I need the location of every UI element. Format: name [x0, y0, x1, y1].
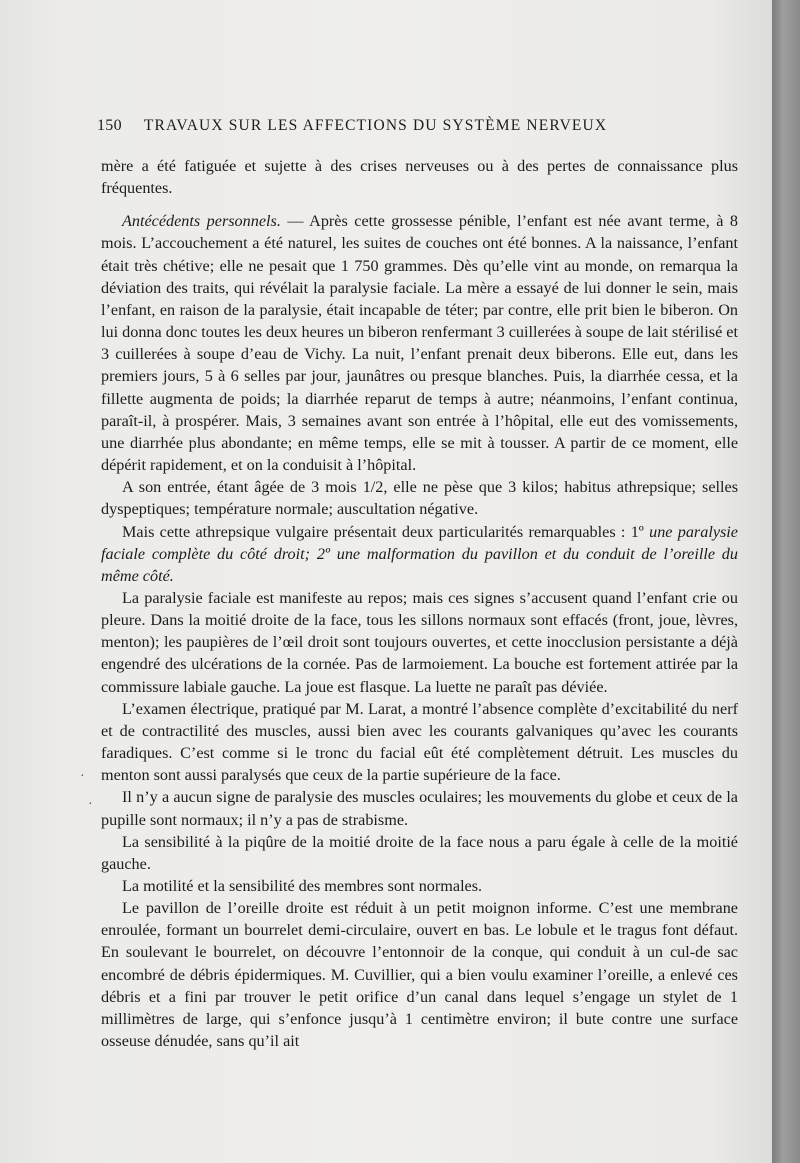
running-header [97, 117, 679, 135]
running-title: TRAVAUX SUR LES AFFECTIONS DU SYSTÈME NERVEUX [143, 117, 608, 134]
paragraph: Le pavillon de l’oreille droite est réduit à un petit moignon informe. C’est une membrane enroulée, formant un bourrelet demi-circulaire, ouvert en bas. Le lobule et le tragus font défaut. En soulevant le bourrelet, on découvre l’entonnoir de la conque, qui conduit à un cul-de sac encombré de débris épidermiques. M. Cuvillier, qui a bien voulu examiner l’oreille, a enlevé ces débris et a fini par trouver le petit orifice d’un canal dans lequel s’engage un stylet de 1 millimètres de large, qui s’enfonce jusqu’à 1 centimètre environ; il bute contre une surface osseuse dénudée, sans qu’il ait [101, 899, 738, 1051]
page-number: 150 [97, 117, 122, 134]
paragraph-text: Mais cette athrepsique vulgaire présentait deux particularités remarquables : 1º [122, 522, 650, 541]
paragraph [101, 210, 738, 476]
paragraph: L’examen électrique, pratiqué par M. Larat, a montré l’absence complète d’excitabilité du nerf et de contractilité des muscles, aussi bien avec les courants galvaniques qu’avec les courants faradiques. C’est comme si le tronc du facial eût été complètement détruit. Les muscles du menton sont aussi paralysés que ceux de la partie supérieure de la face. [101, 699, 738, 785]
paragraph: La sensibilité à la piqûre de la moitié droite de la face nous a paru égale à celle de la moitié gauche. [101, 832, 738, 873]
italic-text: une paralysie faciale complète du côté droit; 2º une malformation du pavillon et du conduit de l’oreille du même côté. [101, 522, 738, 585]
paragraph-text: — Après cette grossesse pénible, l’enfant est née avant terme, à 8 mois. L’accouchement a été naturel, les suites de couches ont été bonnes. A la naissance, l’enfant était très chétive; elle ne pesait que 1 750 grammes. Dès qu’elle vint au monde, on remarqua la déviation des traits, qui révélait la paralysie faciale. La mère a essayé de lui donner le sein, mais l’enfant, en raison de la paralysie, était incapable de téter; par contre, elle prit bien le biberon. On lui donna donc toutes les deux heures un biberon renfermant 3 cuillerées à soupe de lait stérilisé et 3 cuillerées à soupe d’eau de Vichy. La nuit, l’enfant prenait deux biberons. Elle eut, dans les premiers jours, 5 à 6 selles par jour, jaunâtres ou presque blanches. Puis, la diarrhée cessa, et la fillette augmenta de poids; la diarrhée reparut de temps à autre; néanmoins, l’enfant continua, paraît-il, à prospérer. Mais, 3 semaines avant son entrée à l’hôpital, elle eut des vomissements, une diarrhée plus abondante; en même temps, elle se mit à tousser. A partir de ce moment, elle dépérit rapidement, et on la conduisit à l’hôpital. [101, 212, 738, 475]
paragraph: Il n’y a aucun signe de paralysie des muscles oculaires; les mouvements du globe et ceux de la pupille sont normaux; il n’y a pas de strabisme. [101, 788, 738, 829]
section-lead: Antécédents personnels. [122, 212, 281, 231]
paragraph [101, 521, 738, 587]
paragraph: mère a été fatiguée et sujette à des crises nerveuses ou à des pertes de connaissance plus fréquentes. [101, 157, 738, 198]
margin-speck: · [80, 769, 85, 784]
paragraph: La paralysie faciale est manifeste au repos; mais ces signes s’accusent quand l’enfant crie ou pleure. Dans la moitié droite de la face, tous les sillons normaux sont effacés (front, joue, lèvres, menton); les paupières de l’œil droit sont toujours ouvertes, et cette inocclusion persistante a déjà engendré des ulcérations de la cornée. Pas de larmoiement. La bouche est fortement attirée par la commissure labiale gauche. La joue est flasque. La luette ne paraît pas déviée. [101, 588, 738, 696]
paragraph: A son entrée, étant âgée de 3 mois 1/2, elle ne pèse que 3 kilos; habitus athrepsique; selles dyspeptiques; température normale; auscultation négative. [101, 478, 738, 519]
margin-speck: · [88, 797, 93, 812]
page-edge-shadow [772, 0, 800, 1163]
body-text [101, 155, 738, 1052]
paragraph: La motilité et la sensibilité des membres sont normales. [122, 877, 483, 895]
